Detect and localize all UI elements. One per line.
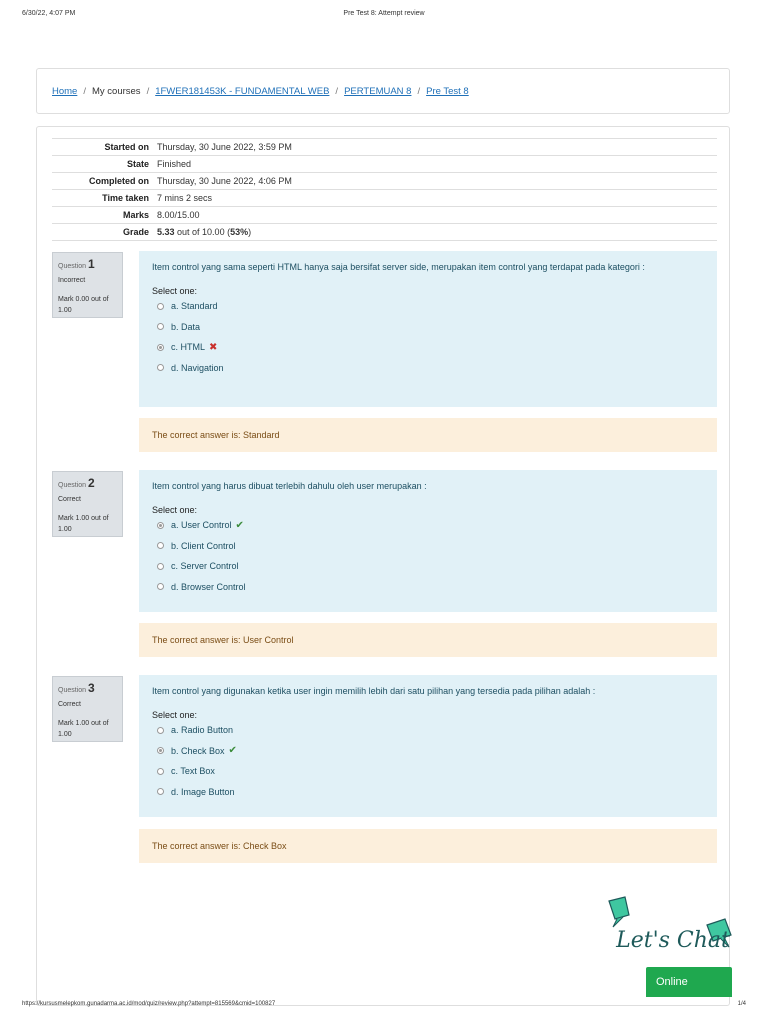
question-state: Correct (58, 701, 81, 708)
correct-answer-feedback: The correct answer is: Standard (139, 418, 717, 452)
summary-row-marks (52, 207, 717, 224)
breadcrumb (36, 68, 730, 114)
answer-option (152, 358, 704, 379)
breadcrumb-separator: / (335, 85, 339, 97)
correct-icon: ✔ (235, 519, 244, 531)
breadcrumb-quiz-link[interactable]: Pre Test 8 (426, 85, 469, 97)
question-info (52, 676, 123, 742)
question-num: 2 (88, 476, 95, 490)
summary-row-grade (52, 224, 717, 241)
correct-icon: ✔ (228, 745, 237, 757)
question-number (58, 476, 117, 490)
question-label: Question (58, 482, 87, 489)
question-mark: Mark 1.00 out of 1.00 (58, 515, 109, 533)
question-info (52, 252, 123, 318)
answer-option (152, 720, 704, 741)
question-state: Correct (58, 496, 81, 503)
option-label: c. HTML (171, 342, 206, 353)
attempt-summary-table (52, 138, 717, 241)
option-label: d. Image Button (171, 786, 235, 797)
summary-value: 8.00/15.00 (157, 207, 717, 224)
summary-label: Grade (52, 224, 157, 241)
option-label: d. Navigation (171, 362, 224, 373)
question-label: Question (58, 263, 87, 270)
speech-bubble-icon-left (609, 897, 629, 927)
summary-label: Completed on (52, 173, 157, 190)
radio-button[interactable] (157, 727, 164, 734)
grade-rest: out of 10.00 ( (174, 227, 231, 237)
summary-value: 7 mins 2 secs (157, 190, 717, 207)
summary-value: Thursday, 30 June 2022, 4:06 PM (157, 173, 717, 190)
radio-button-selected[interactable] (157, 522, 164, 529)
correct-answer-feedback: The correct answer is: Check Box (139, 829, 717, 863)
answer-option (152, 761, 704, 782)
answer-option (152, 577, 704, 598)
grade-percent: 53% (230, 227, 249, 237)
radio-button-selected[interactable] (157, 344, 164, 351)
answer-option (152, 556, 704, 577)
online-chat-button[interactable]: Online (646, 967, 732, 997)
radio-button[interactable] (157, 303, 164, 310)
option-label: c. Text Box (171, 766, 215, 777)
radio-button[interactable] (157, 563, 164, 570)
correct-answer-feedback: The correct answer is: User Control (139, 623, 717, 657)
summary-value: Thursday, 30 June 2022, 3:59 PM (157, 139, 717, 156)
answer-option (152, 782, 704, 803)
question-content (139, 251, 717, 407)
option-label: b. Client Control (171, 540, 236, 551)
radio-button[interactable] (157, 768, 164, 775)
question-number (58, 257, 117, 271)
radio-button[interactable] (157, 788, 164, 795)
print-header (0, 10, 768, 24)
print-footer (0, 1001, 768, 1013)
question-state: Incorrect (58, 277, 86, 284)
question-num: 1 (88, 257, 95, 271)
option-label: d. Browser Control (171, 581, 246, 592)
breadcrumb-course-link[interactable]: 1FWER181453K - FUNDAMENTAL WEB (155, 85, 330, 97)
print-date: 6/30/22, 4:07 PM (22, 10, 76, 17)
question-text: Item control yang sama seperti HTML hanya saja bersifat server side, merupakan item control yang terdapat pada kategori : (152, 262, 645, 272)
question-text: Item control yang digunakan ketika user ingin memilih lebih dari satu pilihan yang tersedia pada pilihan adalah : (152, 686, 596, 696)
select-one-prompt: Select one: (152, 710, 198, 720)
breadcrumb-separator: / (417, 85, 421, 97)
answer-option (152, 536, 704, 557)
summary-value (157, 224, 717, 241)
summary-label: Started on (52, 139, 157, 156)
question-label: Question (58, 687, 87, 694)
radio-button[interactable] (157, 364, 164, 371)
question-content (139, 470, 717, 612)
answer-option (152, 515, 704, 536)
lets-chat-logo[interactable] (603, 895, 743, 965)
summary-label: State (52, 156, 157, 173)
select-one-prompt: Select one: (152, 505, 198, 515)
summary-value: Finished (157, 156, 717, 173)
answer-option (152, 296, 704, 317)
summary-label: Time taken (52, 190, 157, 207)
breadcrumb-separator: / (83, 85, 86, 97)
option-label: c. Server Control (171, 561, 239, 572)
question-mark: Mark 1.00 out of 1.00 (58, 720, 109, 738)
summary-row-state (52, 156, 717, 173)
summary-row-started (52, 139, 717, 156)
grade-score: 5.33 (157, 227, 175, 237)
select-one-prompt: Select one: (152, 286, 198, 296)
print-url: https://kursusmelepkom.gunadarma.ac.id/mod/quiz/review.php?attempt=815569&cmid=100827 (22, 1001, 276, 1007)
answer-option (152, 337, 704, 358)
print-page-number: 1/4 (737, 1001, 746, 1007)
question-text: Item control yang harus dibuat terlebih dahulu oleh user merupakan : (152, 481, 427, 491)
option-label: a. Standard (171, 301, 218, 312)
question-number (58, 681, 117, 695)
radio-button[interactable] (157, 542, 164, 549)
option-label: b. Data (171, 321, 201, 332)
summary-row-time (52, 190, 717, 207)
lets-chat-text: Let's Chat (616, 928, 730, 953)
radio-button[interactable] (157, 583, 164, 590)
summary-label: Marks (52, 207, 157, 224)
breadcrumb-separator: / (146, 85, 150, 97)
radio-button-selected[interactable] (157, 747, 164, 754)
summary-row-completed (52, 173, 717, 190)
radio-button[interactable] (157, 323, 164, 330)
question-mark: Mark 0.00 out of 1.00 (58, 296, 109, 314)
incorrect-icon: ✖ (209, 341, 218, 353)
answer-option (152, 317, 704, 338)
breadcrumb-my-courses: My courses (91, 85, 141, 97)
breadcrumb-home-link[interactable]: Home (52, 85, 78, 97)
option-label: a. User Control (171, 520, 232, 531)
grade-close: ) (248, 227, 252, 237)
question-content (139, 675, 717, 817)
question-info (52, 471, 123, 537)
print-title: Pre Test 8: Attempt review (343, 10, 425, 17)
question-num: 3 (88, 681, 95, 695)
breadcrumb-section-link[interactable]: PERTEMUAN 8 (344, 85, 412, 97)
answer-option (152, 741, 704, 762)
option-label: b. Check Box (171, 745, 225, 756)
option-label: a. Radio Button (171, 725, 234, 736)
